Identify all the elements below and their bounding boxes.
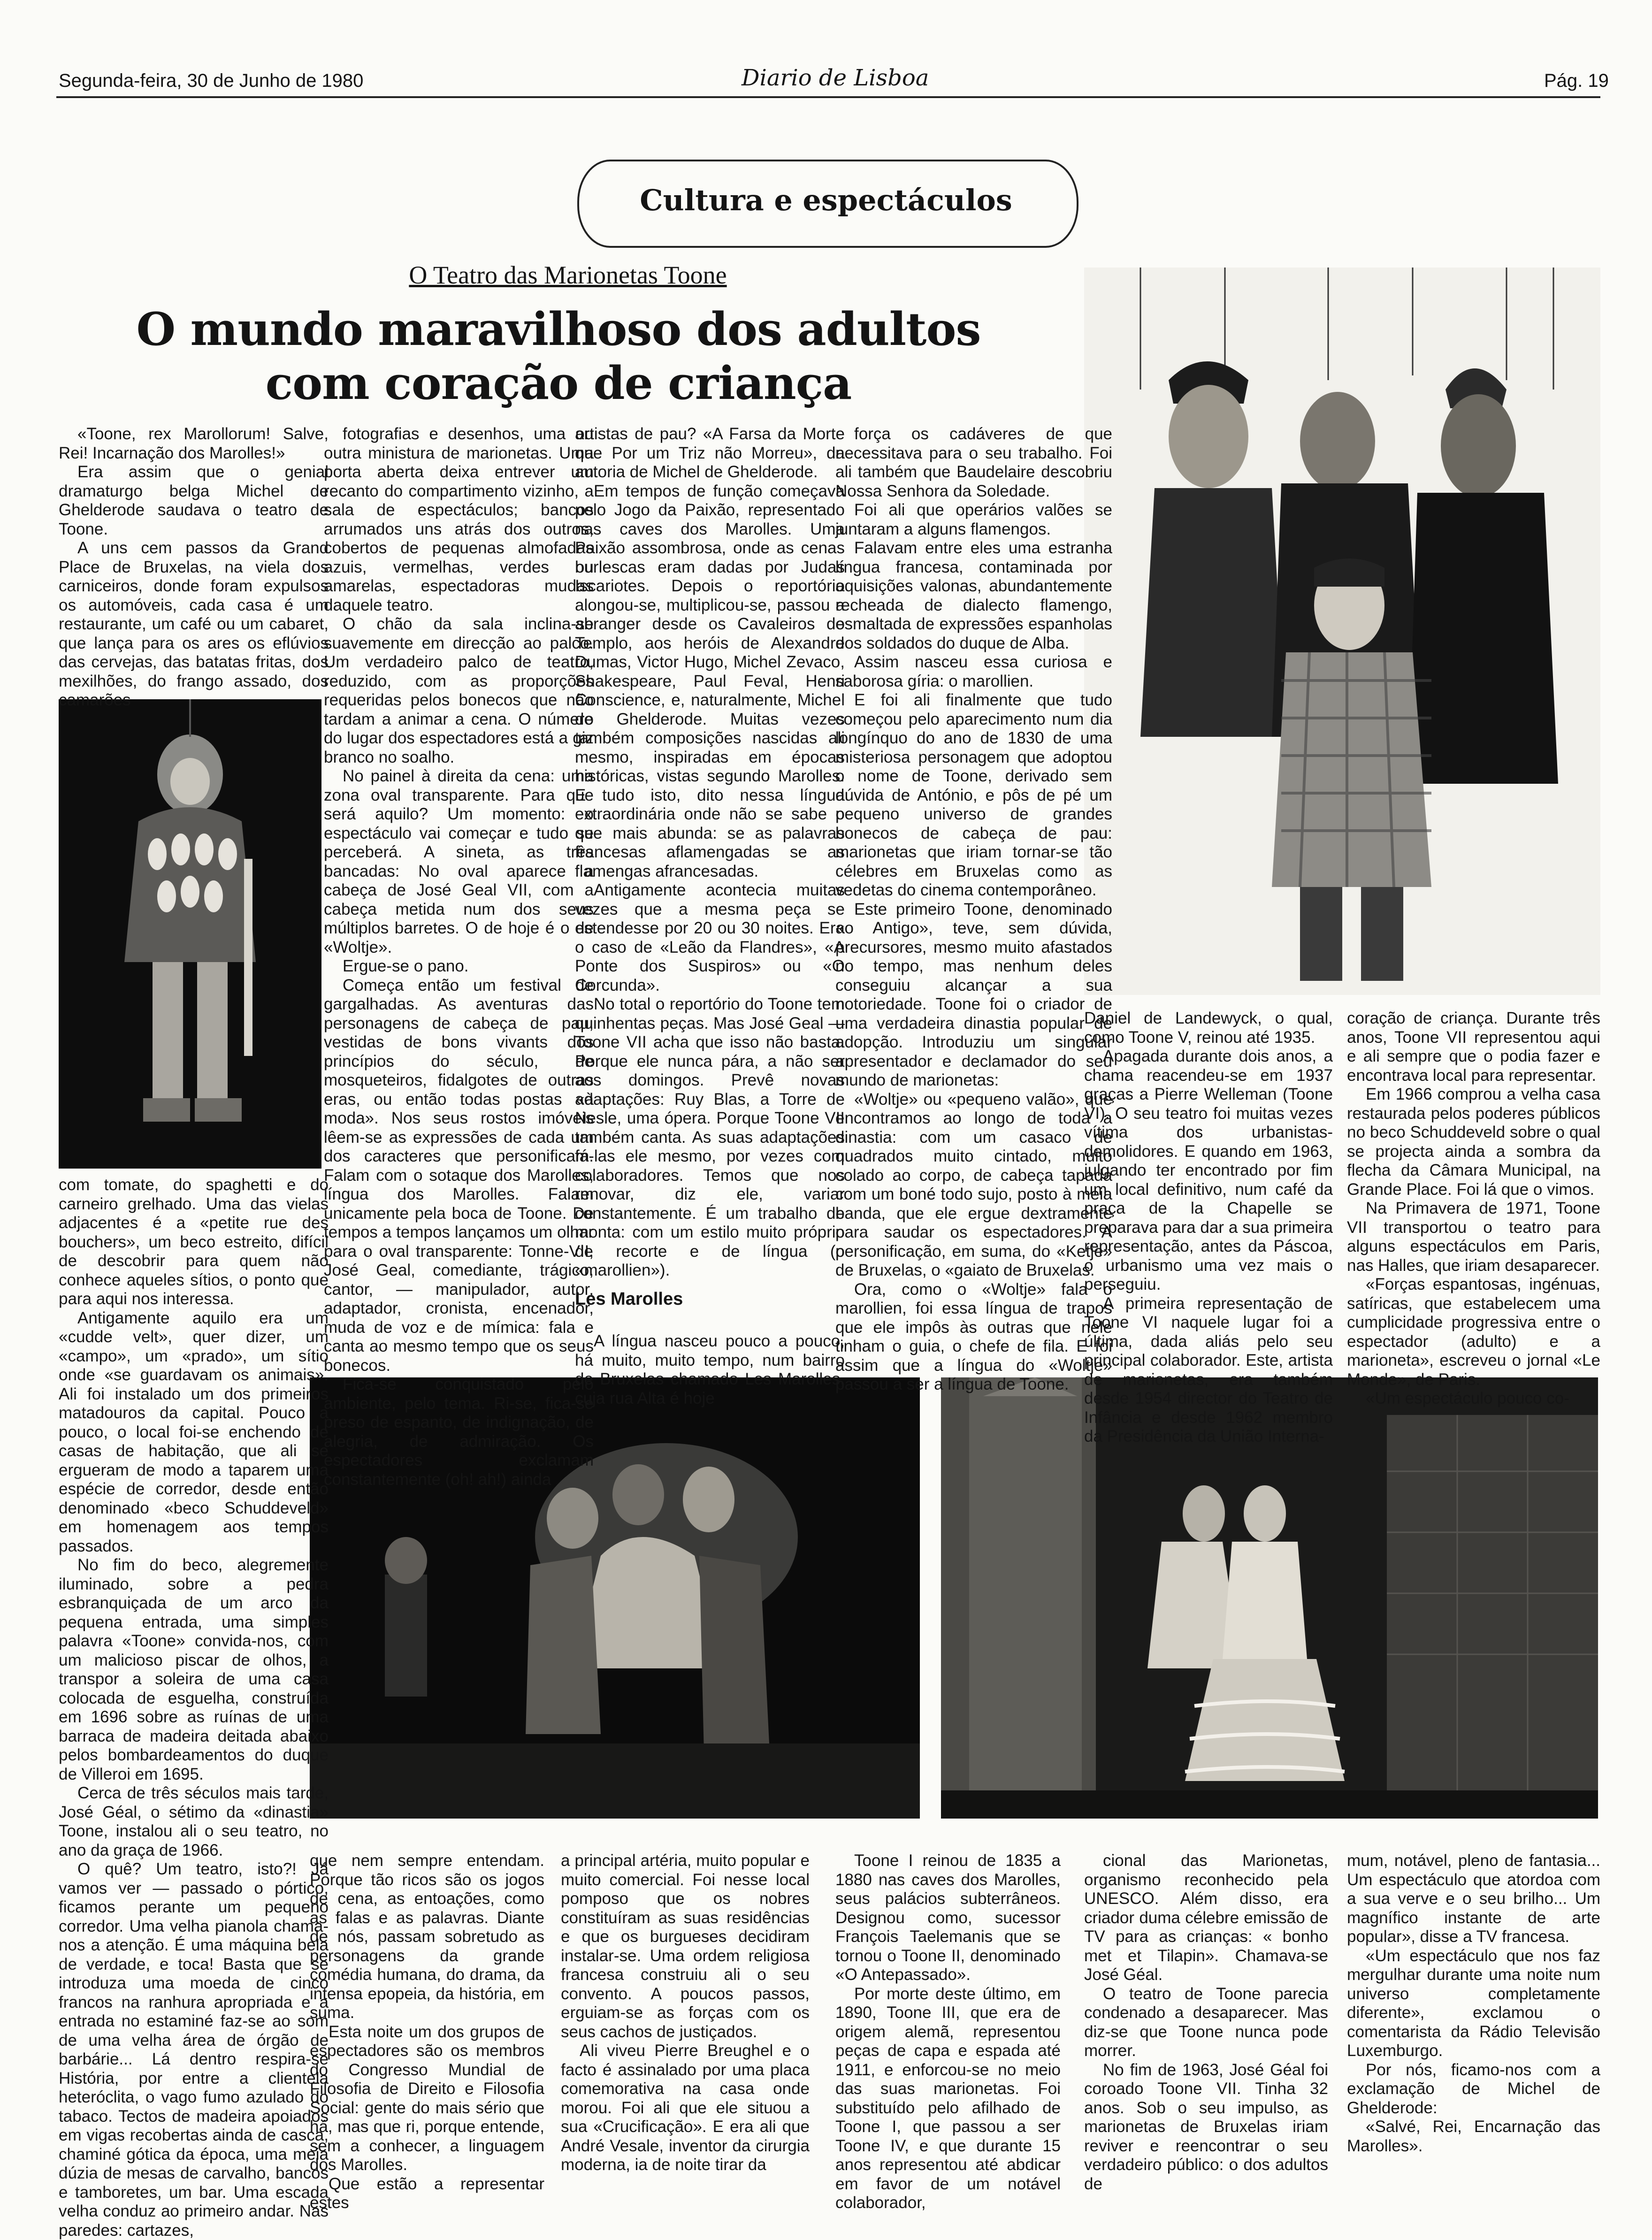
paragraph: força os cadáveres de que necessitava para o seu trabalho. Foi ali também que Baudelaire descobriu Nossa Senhora da Soledade. bbox=[835, 425, 1112, 500]
paragraph: Na Primavera de 1971, Toone VII transportou o teatro para alguns espectáculos em Paris, nas Halles, que iriam desaparecer. bbox=[1347, 1199, 1600, 1275]
paragraph: Cerca de três séculos mais tarde, José Géal, o sétimo da «dinastia» Toone, instalou ali o seu teatro, no ano da graça de 1966. bbox=[59, 1784, 329, 1859]
paragraph: Assim nasceu essa curiosa e saborosa gíria: o marollien. bbox=[835, 653, 1112, 690]
paragraph: Por morte deste último, em 1890, Toone III, que era de origem alemã, representou peças de capa e espada até 1911, e enforcou-se no meio das suas marionetas. Foi substituído pelo afilhado de Toone I, que passou a ser Toone IV, e que durante 15 anos representou até abdicar em favor de um notável colaborador, bbox=[835, 1984, 1061, 2212]
text-column-5 bbox=[1084, 1009, 1333, 1445]
paragraph: No total o reportório do Toone tem quinhentas peças. Mas José Geal — Toone VII acha que isso não basta. Porque ele nunca pára, a não ser aos domingos. Prevê novas adaptações: Ruy Blas, a Torre de Nesle, uma ópera. Porque Toone VII também canta. As suas adaptações fá-las ele mesmo, por vezes com colaboradores. Temos que nos renovar, diz ele, variar constantemente. É um trabalho de monta: com um estilo muito próprio de recorte e de língua (o «marollien»). bbox=[575, 995, 845, 1279]
paragraph: Esta noite um dos grupos de espectadores são os membros do Congresso Mundial de Filosofia de Direito e Filosofia Social: gente do mais sério que há, mas que ri, porque entende, sem a conhecer, a linguagem dos Marolles. bbox=[310, 2022, 544, 2174]
paragraph: Toone I reinou de 1835 a 1880 nas caves dos Marolles, seus palácios subterrâneos. Designou como, sucessor François Taelemanis que se tornou o Toone II, denominado «O Antepassado». bbox=[835, 1851, 1061, 1984]
paragraph: O quê? Um teatro, isto?! Já vamos ver — passado o pórtico, ficamos perante um pequeno corredor. Uma velha pianola chama-nos a atenção. É uma máquina bela de verdade, e toca! Basta que se introduza uma moeda de cinco francos na ranhura apropriada e a entrada no estaminé faz-se ao som de uma velha área de órgão de barbárie... Lá dentro respira-se História, por entre a clientela heteróclita, o vago fumo azulado do tabaco. Tectos de madeira apoiados em vigas recobertas ainda de casca, chaminé gótica da época, uma meia dúzia de mesas de carvalho, bancos e tamboretes, um bar. Uma escada velha conduz ao primeiro andar. Nas paredes: cartazes, bbox=[59, 1860, 329, 2240]
text-column-6 bbox=[1347, 1009, 1600, 1407]
paragraph: coração de criança. Durante três anos, Toone VII representou aqui e ali sempre que o podia fazer e encontrava local para representar. bbox=[1347, 1009, 1600, 1085]
paragraph: «Woltje» ou «pequeno valão», que encontramos ao longo de toda a dinastia: com um casaco de quadrados muito cintado, muito colado ao corpo, de cabeça tapada com um boné todo sujo, posto à meia banda, que ele ergue dextramente para saudar os espectadores. A personificação, em suma, do «Ketje» de Bruxelas, o «gaiato de Bruxelas. bbox=[835, 1090, 1112, 1279]
paragraph: Fica-se conquistado pelo ambiente, pelo tema. Ri-se, fica-se preso de espanto, de indignação, de alegria, de admiração. Os espectadores exclamam constantemente (oh! ah!) ainda bbox=[324, 1375, 594, 1489]
paragraph: No fim de 1963, José Géal foi coroado Toone VII. Tinha 32 anos. Sob o seu impulso, as marionetas de Bruxelas iriam reviver e reencontrar o seu verdadeiro público: o dos adultos de bbox=[1084, 2060, 1328, 2193]
paragraph: Falavam entre eles uma estranha língua francesa, contaminada por aquisições valonas, abundantemente recheada de dialecto flamengo, esmaltada de expressões espanholas dos soldados do duque de Alba. bbox=[835, 539, 1112, 652]
text-column-2 bbox=[324, 425, 594, 1489]
section-title: Cultura e espectáculos bbox=[640, 183, 1012, 217]
photo-three-marionettes bbox=[1084, 268, 1600, 995]
text-column-8 bbox=[561, 1851, 810, 2206]
paragraph: artistas de pau? «A Farsa da Morte que Por um Triz não Morreu», da autoria de Michel de Ghelderode. bbox=[575, 425, 845, 481]
photo-knight-marionette bbox=[59, 699, 321, 1169]
headline-line-2: com coração de criança bbox=[265, 357, 852, 410]
text-column-3 bbox=[575, 425, 845, 1407]
text-column-10 bbox=[1084, 1851, 1328, 2206]
three-marionettes-image bbox=[1084, 268, 1600, 995]
subheading: Les Marolles bbox=[575, 1289, 683, 1309]
masthead: Diario de Lisboa bbox=[742, 65, 929, 91]
paragraph: Começa então um festival de gargalhadas. As aventuras das personagens de cabeça de pau, vestidas de bons vivants dos princípios do século, de mosqueteiros, fidalgotes de outras eras, ou então todas postas «à moda». Nos seus rostos imóveis lêem-se as expressões de cada um dos caracteres que personificam. Falam com o sotaque dos Marolles, língua dos Marolles. Falam unicamente pela boca de Toone. De tempos a tempos lançamos um olhar para o oval transparente: Tonne-VII, José Geal, comediante, trágico, cantor, — manipulador, autor, adaptador, cronista, encenador, muda de voz e de mímica: fala e canta ao mesmo tempo que os seus bonecos. bbox=[324, 976, 594, 1375]
paragraph: Daniel de Landewyck, o qual, como Toone V, reinou até 1935. bbox=[1084, 1009, 1333, 1047]
paragraph: a principal artéria, muito popular e muito comercial. Foi nesse local pomposo que os nobres constituíram as suas residências e que os burgueses decidiram instalar-se. Uma ordem religiosa francesa construiu ali o seu convento. A poucos passos, erguiam-se as forças com os seus cachos de justiçados. bbox=[561, 1851, 810, 2041]
paragraph: Antigamente aquilo era um «cudde velt», quer dizer, um «campo», um «prado», um sítio onde «se guardavam os animais». Ali foi instalado um dos primeiros matadouros da capital. Pouco a pouco, o local foi-se enchendo de casas de habitação, que ali se ergueram de modo a taparem uma espécie de corredor, desde então denominado «beco Schuddeveld» em homenagem aos tempos passados. bbox=[59, 1308, 329, 1555]
paragraph: mum, notável, pleno de fantasia... Um espectáculo que atordoa com a sua verve e o seu brilho... Um magnífico instante de arte popular», disse a TV francesa. bbox=[1347, 1851, 1600, 1946]
paragraph: Era assim que o genial dramaturgo belga Michel de Ghelderode saudava o teatro de Toone. bbox=[59, 463, 329, 538]
paragraph: A língua nasceu pouco a pouco, há muito, muito tempo, num bairro de Bruxelas chamado Les Marolles, cuja rua Alta é hoje bbox=[575, 1332, 845, 1407]
paragraph: «Um espectáculo que nos faz mergulhar durante uma noite num universo completamente diferente», exclamou o comentarista da Rádio Televisão Luxemburgo. bbox=[1347, 1946, 1600, 2060]
text-column-11 bbox=[1347, 1851, 1600, 2206]
paragraph: Ora, como o «Woltje» fala o marollien, foi essa língua de trapos que ele impôs às outras que nele tinham o guia, o chefe de fila. E foi assim que a língua do «Woltje» passou a ser a língua de Toone. bbox=[835, 1280, 1112, 1393]
paragraph: No fim do beco, alegremente iluminado, sobre a pedra esbranquiçada de um arco da pequena entrada, uma simples palavra «Toone» convida-nos, com um malicioso piscar de olhos, a transpor a soleira de uma casa colocada de esguelha, construída em 1696 sobre as ruínas de uma barraca de madeira deitada abaixo pelos bombardeamentos do duque de Villeroi em 1695. bbox=[59, 1556, 329, 1783]
paragraph: Em tempos de função começava pelo Jogo da Paixão, representado nas caves dos Marolles. Uma Paixão assombrosa, onde as cenas burlescas eram dadas por Judas Iscariotes. Depois o reportório alongou-se, multiplicou-se, passou a abranger desde os Cavaleiros do Templo, aos heróis de Alexandre Dumas, Victor Hugo, Michel Zevaco, Shakespeare, Paul Feval, Henri Conscience, e, naturalmente, Michel de Ghelderode. Muitas vezes também composições nascidas ali mesmo, inspiradas em épocas históricas, vistas segundo Marolles. E tudo isto, dito nessa língua extraordinária onde não se sabe o que mais abunda: se as palavras francesas aflamengadas se as flamengas afrancesadas. bbox=[575, 482, 845, 880]
header-rule bbox=[56, 96, 1600, 98]
paragraph: E foi ali finalmente que tudo começou pelo aparecimento num dia longínquo do ano de 1830 de uma misteriosa personagem que adoptou o nome de Toone, derivado sem dúvida de António, e pôs de pé um pequeno universo de grandes bonecos de cabeça de pau: marionetas que iriam tornar-se tão célebres em Bruxelas como as vedetas do cinema contemporâneo. bbox=[835, 691, 1112, 899]
paragraph: cional das Marionetas, organismo reconhecido pela UNESCO. Além disso, era criador duma célebre emissão de TV para as crianças: « bonho met et Tilapin». Chamava-se José Géal. bbox=[1084, 1851, 1328, 1984]
paragraph: Ali viveu Pierre Breughel e o facto é assinalado por uma placa comemorativa na casa onde morou. Foi ali que ele situou a sua «Crucificação». E era ali que André Vesale, inventor da cirurgia moderna, ia de noite tirar da bbox=[561, 2041, 810, 2174]
page-number: Pág. 19 bbox=[1544, 70, 1609, 91]
paragraph: A primeira representação de Toone VI naquele lugar foi a última, dada aliás pelo seu principal colaborador. Este, artista de marionetas, era também desde 1954 director do Teatro de Infância e desde 1962 membro da Presidência da União Interna- bbox=[1084, 1294, 1333, 1445]
paragraph: «Salvé, Rei, Encarnação das Marolles». bbox=[1347, 2118, 1600, 2155]
paragraph: No painel à direita da cena: uma zona oval transparente. Para que será aquilo? Um momento: o espectáculo vai começar e tudo se perceberá. A sineta, as três bancadas: No oval aparece a cabeça de José Geal VII, com a cabeça metida num dos seus múltiplos barretes. O de hoje é o de «Woltje». bbox=[324, 767, 594, 956]
headline-line-1: O mundo maravilhoso dos adultos bbox=[136, 303, 981, 356]
text-column-7 bbox=[310, 1851, 544, 2212]
text-column-9 bbox=[835, 1851, 1061, 2212]
paragraph: A uns cem passos da Grand Place de Bruxelas, na viela dos carniceiros, donde foram expulsos os automóveis, cada casa é um restaurante, um café ou um cabaret, que lança para os ares os eflúvios das cervejas, das batatas fritas, dos mexilhões, do frango assado, dos camarões bbox=[59, 539, 329, 709]
paragraph: Este primeiro Toone, denominado «o Antigo», teve, sem dúvida, precursores, mesmo muito afastados no tempo, mas nenhum deles conseguiu alcançar a sua notoriedade. Toone foi o criador de uma verdadeira dinastia popular de adopção. Introduziu um singular apresentador e declamador do seu mundo de marionetas: bbox=[835, 900, 1112, 1089]
paragraph: Apagada durante dois anos, a chama reacendeu-se em 1937 graças a Pierre Welleman (Toone VI). O seu teatro foi muitas vezes vítima dos urbanistas-demolidores. E quando em 1963, julgando ter encontrado por fim um local definitivo, num café da praça de la Chapelle se preparava para dar a sua primeira representação, antes da Páscoa, o urbanismo uma vez mais o perseguiu. bbox=[1084, 1047, 1333, 1293]
text-column-1 bbox=[59, 425, 329, 709]
paragraph: «Forças espantosas, ingénuas, satíricas, que estabelecem uma cumplicidade progressiva entre o espectador (adulto) e a marioneta», escreveu o jornal «Le Monde», de Paris. bbox=[1347, 1275, 1600, 1389]
paragraph: Por nós, ficamo-nos com a exclamação de Michel de Ghelderode: bbox=[1347, 2060, 1600, 2117]
paragraph: Em 1966 comprou a velha casa restaurada pelos poderes públicos no beco Schuddeveld sobre o qual se projecta ainda a sombra da flecha da Câmara Municipal, na Grande Place. Foi lá que o vimos. bbox=[1347, 1085, 1600, 1199]
text-column-1b bbox=[59, 1176, 329, 2240]
paragraph: «Toone, rex Marollorum! Salve, Rei! Incarnação dos Marolles!» bbox=[59, 425, 329, 462]
paragraph: fotografias e desenhos, uma ou outra ministura de marionetas. Uma porta aberta deixa entrever um recanto do compartimento vizinho, a sala de espectáculos; bancos arrumados uns atrás dos outros, cobertos de pequenas almofadas azuis, vermelhas, verdes ou amarelas, espectadoras mudas daquele teatro. bbox=[324, 425, 594, 614]
paragraph: Que estão a representar estes bbox=[310, 2174, 544, 2212]
paragraph: Ergue-se o pano. bbox=[343, 957, 469, 975]
text-column-4 bbox=[835, 425, 1112, 1393]
paragraph: que nem sempre entendam. Porque tão ricos são os jogos de cena, as entoações, como as falas e as palavras. Diante de nós, passam sobretudo as personagens da grande comédia humana, do drama, da intensa epopeia, da história, em suma. bbox=[310, 1851, 544, 2022]
paragraph: O chão da sala inclina-se suavemente em direcção ao palco. Um verdadeiro palco de teatro, reduzido, com as proporções requeridas pelos bonecos que não tardam a animar a cena. O número do lugar dos espectadores está a giz branco no soalho. bbox=[324, 615, 594, 766]
paragraph: Antigamente acontecia muitas vezes que a mesma peça se estendesse por 20 ou 30 noites. Era o caso de «Leão da Flandres», «A Ponte dos Suspiros» ou «O Corcunda». bbox=[575, 881, 845, 994]
article-kicker: O Teatro das Marionetas Toone bbox=[409, 261, 727, 289]
knight-marionette-image bbox=[59, 699, 321, 1169]
paragraph: com tomate, do spaghetti e do carneiro grelhado. Uma das vielas adjacentes é a «petite rue des bouchers», um beco estreito, difícil de descobrir para quem não conhece aqueles sítios, o ponto que para aqui nos interessa. bbox=[59, 1176, 329, 1308]
paragraph: O teatro de Toone parecia condenado a desaparecer. Mas diz-se que Toone nunca pode morrer. bbox=[1084, 1984, 1328, 2060]
paragraph: «Um espectáculo pouco co- bbox=[1366, 1389, 1569, 1407]
paragraph: Foi ali que operários valões se juntaram a alguns flamengos. bbox=[835, 501, 1112, 538]
issue-date: Segunda-feira, 30 de Junho de 1980 bbox=[59, 70, 364, 91]
